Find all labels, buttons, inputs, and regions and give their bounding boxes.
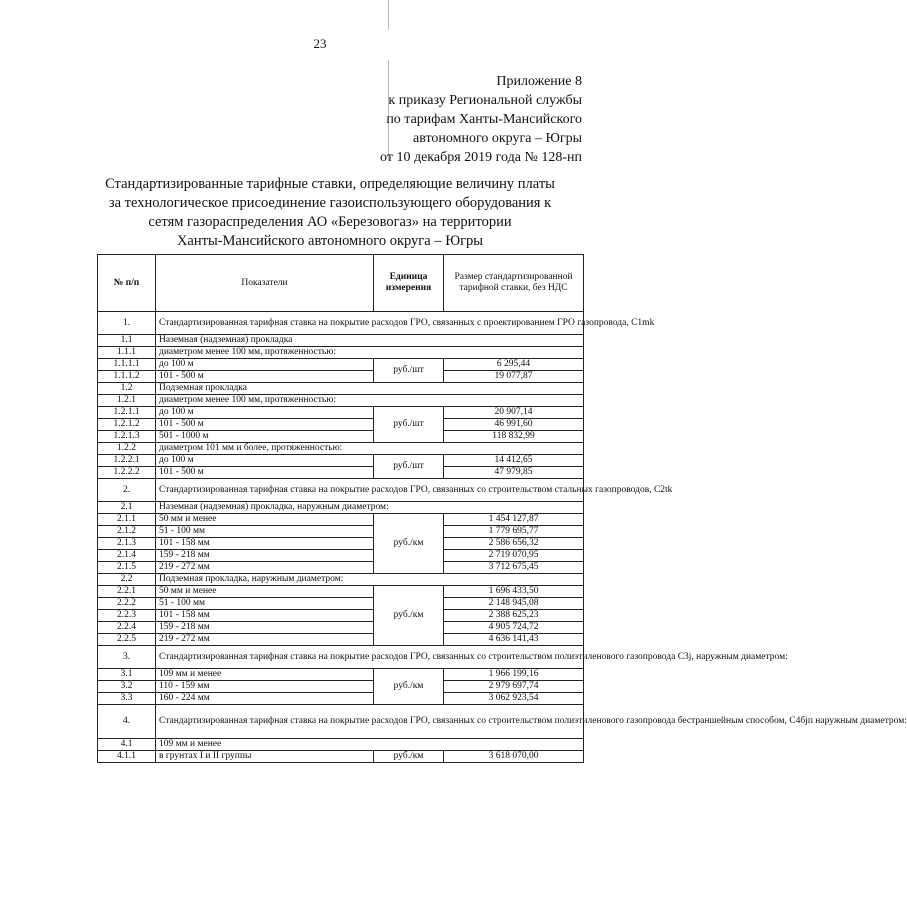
table-header-row	[98, 255, 584, 312]
row-number: 1.	[98, 312, 156, 335]
table-row	[98, 419, 584, 431]
row-number: 1.2.1	[98, 395, 156, 407]
row-number: 2.2.5	[98, 634, 156, 646]
row-number: 2.1.5	[98, 562, 156, 574]
row-indicator: 101 - 500 м	[156, 371, 374, 383]
row-value: 1 779 695,77	[444, 526, 584, 538]
row-indicator: 159 - 218 мм	[156, 550, 374, 562]
row-value: 46 991,60	[444, 419, 584, 431]
header-size: Размер стандартизированной тарифной ставки, без НДС	[444, 255, 584, 312]
table-row	[98, 751, 584, 763]
row-indicator: диаметром менее 100 мм, протяженностью:	[156, 347, 584, 359]
table-row	[98, 669, 584, 681]
table-row	[98, 705, 584, 739]
row-number: 3.	[98, 646, 156, 669]
row-unit: руб./км	[374, 751, 444, 763]
row-number: 2.2.4	[98, 622, 156, 634]
annex-line: к приказу Региональной службы	[388, 93, 582, 108]
row-value: 1 454 127,87	[444, 514, 584, 526]
row-number: 1.2.2.1	[98, 455, 156, 467]
table-row	[98, 502, 584, 514]
row-value: 6 295,44	[444, 359, 584, 371]
row-indicator: до 100 м	[156, 407, 374, 419]
row-number: 4.1	[98, 739, 156, 751]
row-value: 2 388 625,23	[444, 610, 584, 622]
row-number: 1.1.1	[98, 347, 156, 359]
row-value: 4 636 141,43	[444, 634, 584, 646]
row-indicator: Наземная (надземная) прокладка, наружным диаметром:	[156, 502, 584, 514]
table-row	[98, 598, 584, 610]
row-number: 1.2.1.3	[98, 431, 156, 443]
row-number: 2.1.2	[98, 526, 156, 538]
row-value: 3 062 923,54	[444, 693, 584, 705]
row-indicator: 101 - 500 м	[156, 467, 374, 479]
row-indicator: 50 мм и менее	[156, 586, 374, 598]
row-number: 4.1.1	[98, 751, 156, 763]
row-indicator: в грунтах I и II группы	[156, 751, 374, 763]
table-row	[98, 538, 584, 550]
row-value: 1 966 199,16	[444, 669, 584, 681]
row-value: 3 712 675,45	[444, 562, 584, 574]
tariff-table	[97, 254, 907, 763]
annex-line: Приложение 8	[496, 74, 582, 89]
row-indicator: до 100 м	[156, 455, 374, 467]
row-number: 2.2.1	[98, 586, 156, 598]
table-row	[98, 312, 584, 335]
row-unit: руб./шт	[374, 407, 444, 443]
table-row	[98, 335, 584, 347]
title-line: Ханты-Мансийского автономного округа – Югры	[176, 233, 484, 249]
row-indicator: диаметром 101 мм и более, протяженностью:	[156, 443, 584, 455]
row-number: 3.1	[98, 669, 156, 681]
table-row	[98, 634, 584, 646]
row-unit: руб./км	[374, 514, 444, 574]
row-number: 2.2	[98, 574, 156, 586]
table-row	[98, 574, 584, 586]
document-title	[70, 175, 590, 251]
row-number: 2.2.3	[98, 610, 156, 622]
row-number: 1.1.1.1	[98, 359, 156, 371]
annex-line: от 10 декабря 2019 года № 128-нп	[380, 150, 582, 165]
table-row	[98, 693, 584, 705]
row-number: 2.1.4	[98, 550, 156, 562]
header-unit: Единица измерения	[374, 255, 444, 312]
row-indicator: 51 - 100 мм	[156, 598, 374, 610]
row-number: 2.1	[98, 502, 156, 514]
row-indicator: Подземная прокладка, наружным диаметром:	[156, 574, 584, 586]
row-value: 19 077,87	[444, 371, 584, 383]
table-row	[98, 610, 584, 622]
row-indicator: 50 мм и менее	[156, 514, 374, 526]
row-indicator: 101 - 500 м	[156, 419, 374, 431]
row-number: 2.1.3	[98, 538, 156, 550]
row-indicator: Стандартизированная тарифная ставка на покрытие расходов ГРО, связанных со строительством полиэтиленового газопровода С3j, наружным диаметром:	[156, 646, 584, 669]
row-value: 2 586 656,32	[444, 538, 584, 550]
row-number: 1.2.1.2	[98, 419, 156, 431]
row-number: 4.	[98, 705, 156, 739]
row-value: 2 148 945,08	[444, 598, 584, 610]
row-number: 2.2.2	[98, 598, 156, 610]
row-indicator: 109 мм и менее	[156, 739, 584, 751]
row-number: 2.1.1	[98, 514, 156, 526]
row-indicator: 101 - 158 мм	[156, 538, 374, 550]
row-number: 1.1	[98, 335, 156, 347]
table-row	[98, 562, 584, 574]
table-row	[98, 467, 584, 479]
row-indicator: Стандартизированная тарифная ставка на покрытие расходов ГРО, связанных со строительством стальных газопроводов, С2tk	[156, 479, 584, 502]
row-value: 4 905 724,72	[444, 622, 584, 634]
row-indicator: Подземная прокладка	[156, 383, 584, 395]
table-row	[98, 526, 584, 538]
row-number: 1.2.2	[98, 443, 156, 455]
row-value: 1 696 433,50	[444, 586, 584, 598]
table-row	[98, 739, 584, 751]
row-number: 1.1.1.2	[98, 371, 156, 383]
annex-line: по тарифам Ханты-Мансийского	[386, 112, 582, 127]
row-number: 1.2.2.2	[98, 467, 156, 479]
table-row	[98, 443, 584, 455]
row-value: 20 907,14	[444, 407, 584, 419]
row-value: 14 412,65	[444, 455, 584, 467]
table-row	[98, 371, 584, 383]
title-line: сетям газораспределения АО «Березовогаз» на территории	[148, 214, 512, 230]
table-row	[98, 383, 584, 395]
row-indicator: Стандартизированная тарифная ставка на покрытие расходов ГРО, связанных со строительством полиэтиленового газопровода бестраншейным способом, С4бjп наружным диаметром:	[156, 705, 584, 739]
row-indicator: 110 - 159 мм	[156, 681, 374, 693]
row-indicator: Стандартизированная тарифная ставка на покрытие расходов ГРО, связанных с проектированием ГРО газопровода, С1mk	[156, 312, 584, 335]
row-number: 1.2.1.1	[98, 407, 156, 419]
table-row	[98, 395, 584, 407]
table-row	[98, 681, 584, 693]
title-line: за технологическое присоединение газоиспользующего оборудования к	[108, 195, 552, 211]
scan-artifact-line	[388, 0, 389, 30]
row-value: 118 832,99	[444, 431, 584, 443]
row-number: 2.	[98, 479, 156, 502]
table-row	[98, 586, 584, 598]
row-indicator: 51 - 100 мм	[156, 526, 374, 538]
table-row	[98, 359, 584, 371]
table-row	[98, 646, 584, 669]
header-num: № п/п	[98, 255, 156, 312]
row-unit: руб./км	[374, 669, 444, 705]
row-unit: руб./км	[374, 586, 444, 646]
table-row	[98, 347, 584, 359]
table-row	[98, 455, 584, 467]
table-row	[98, 550, 584, 562]
row-unit: руб./шт	[374, 359, 444, 383]
row-value: 3 618 070,00	[444, 751, 584, 763]
annex-line: автономного округа – Югры	[413, 131, 582, 146]
row-value: 2 979 697,74	[444, 681, 584, 693]
title-line: Стандартизированные тарифные ставки, определяющие величину платы	[105, 176, 555, 192]
row-indicator: 219 - 272 мм	[156, 562, 374, 574]
row-indicator: 109 мм и менее	[156, 669, 374, 681]
table-row	[98, 407, 584, 419]
row-indicator: 501 - 1000 м	[156, 431, 374, 443]
row-number: 1.2	[98, 383, 156, 395]
row-indicator: 219 - 272 мм	[156, 634, 374, 646]
table-row	[98, 514, 584, 526]
row-value: 47 979,85	[444, 467, 584, 479]
row-number: 3.3	[98, 693, 156, 705]
row-unit: руб./шт	[374, 455, 444, 479]
row-indicator: диаметром менее 100 мм, протяженностью:	[156, 395, 584, 407]
table-row	[98, 622, 584, 634]
row-number: 3.2	[98, 681, 156, 693]
annex-block	[380, 72, 582, 167]
row-indicator: Наземная (надземная) прокладка	[156, 335, 584, 347]
table-row	[98, 479, 584, 502]
row-value: 2 719 070,95	[444, 550, 584, 562]
page-number: 23	[313, 36, 327, 51]
row-indicator: до 100 м	[156, 359, 374, 371]
row-indicator: 159 - 218 мм	[156, 622, 374, 634]
header-indicator: Показатели	[156, 255, 374, 312]
row-indicator: 160 - 224 мм	[156, 693, 374, 705]
row-indicator: 101 - 158 мм	[156, 610, 374, 622]
table-row	[98, 431, 584, 443]
